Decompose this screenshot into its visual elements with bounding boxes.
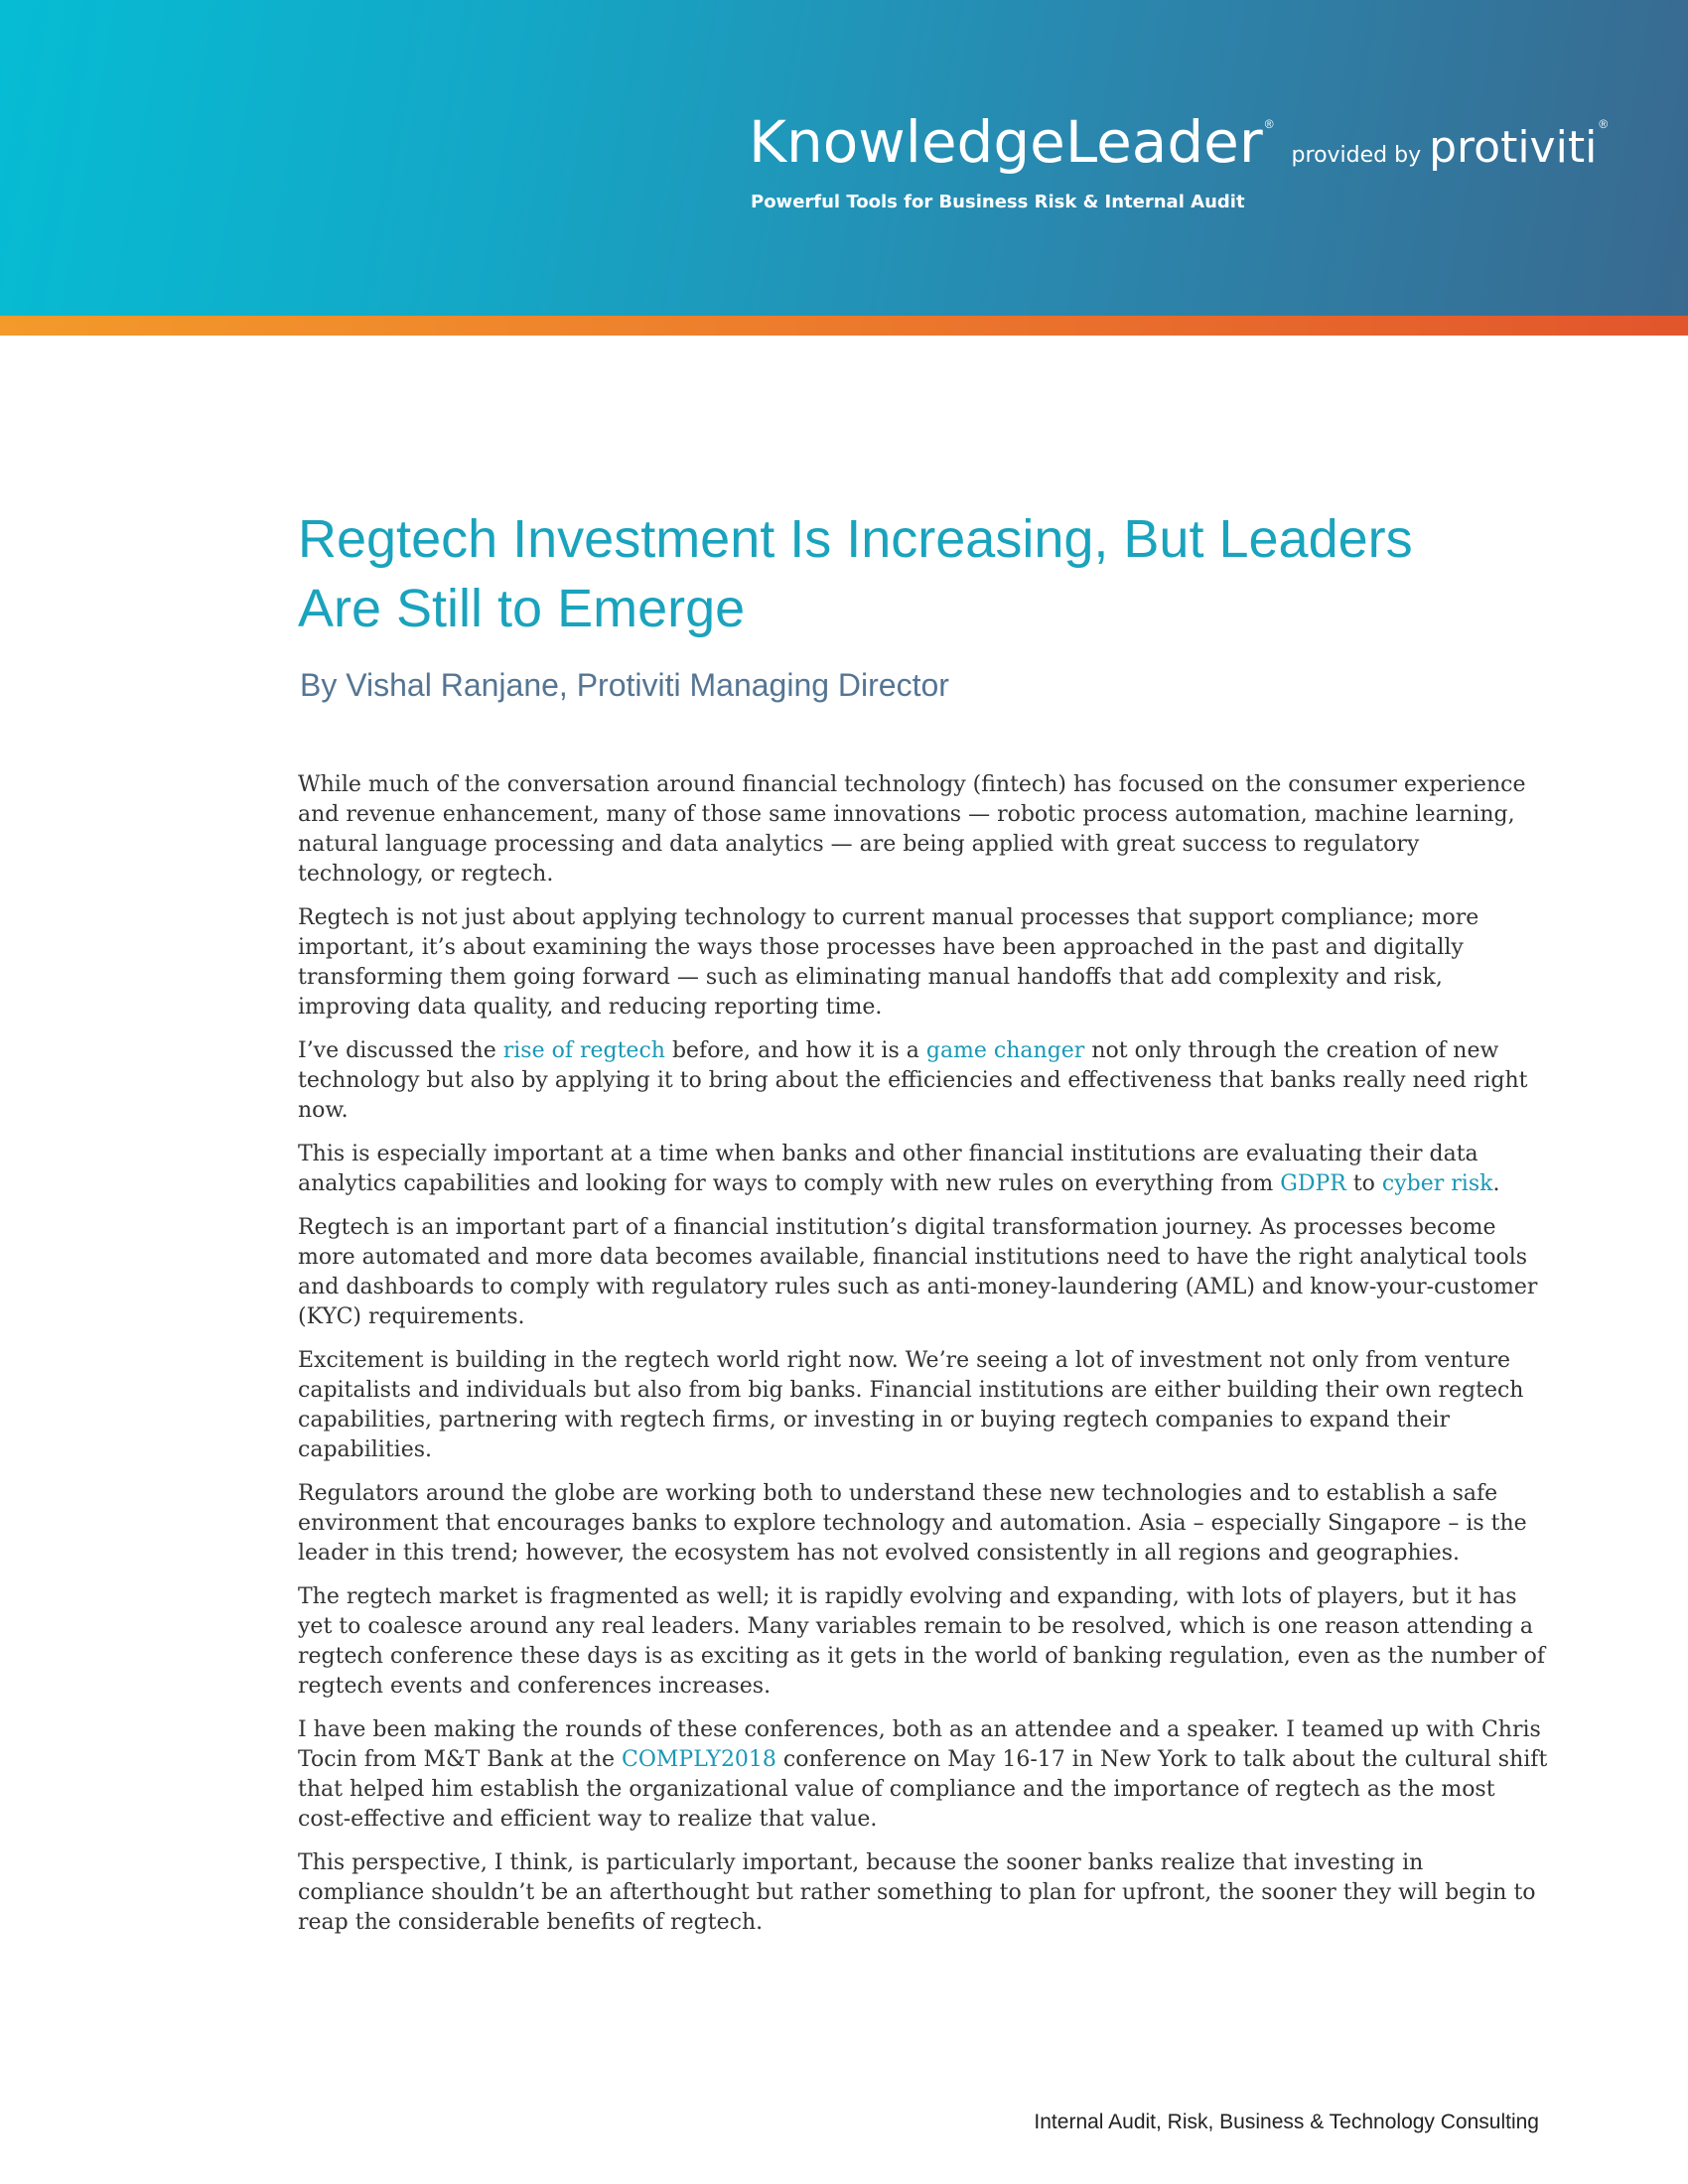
paragraph-text: . <box>1492 1171 1500 1196</box>
footer-text: Internal Audit, Risk, Business & Technology Consulting <box>1034 2111 1539 2133</box>
paragraph-5: Regtech is an important part of a financial institution’s digital transformation journey. As processes become more automated and more data becomes available, financial institutions need to have the right analytical tools and dashboards to comply with regulatory rules such as anti-money-laundering (AML) and know-your-customer (KYC) requirements. <box>298 1215 1538 1329</box>
article-title: Regtech Investment Is Increasing, But Leaders Are Still to Emerge <box>298 509 1413 638</box>
paragraph-6: Excitement is building in the regtech world right now. We’re seeing a lot of investment not only from venture capitalists and individuals but also from big banks. Financial institutions are either building their own regtech capabilities, partnering with regtech firms, or investing in or buying regtech companies to expand their capabilities. <box>298 1348 1524 1462</box>
paragraph-text: This is especially important at a time when banks and other financial institutions are evaluating their data analytics capabilities and looking for ways to comply with new rules on everything from <box>298 1142 1478 1196</box>
link-comply2018[interactable]: COMPLY2018 <box>622 1747 776 1772</box>
brand-logo <box>749 108 1609 176</box>
paragraph-7: Regulators around the globe are working both to understand these new technologies and to establish a safe environment that encourages banks to explore technology and automation. Asia – especially Singapore – is the leader in this trend; however, the ecosystem has not evolved consistently in all regions and geographies. <box>298 1481 1527 1566</box>
brand-name: KnowledgeLeader <box>749 108 1263 176</box>
paragraph-1: While much of the conversation around financial technology (fintech) has focused on the consumer experience and revenue enhancement, many of those same innovations — robotic process automation, machine learning, natural language processing and data analytics — are being applied with great success to regulatory technology, or regtech. <box>298 772 1526 887</box>
article-body <box>298 770 1551 1952</box>
link-gdpr[interactable]: GDPR <box>1280 1171 1346 1196</box>
paragraph-text: before, and how it is a <box>664 1038 926 1063</box>
paragraph-text: to <box>1345 1171 1382 1196</box>
link-rise-of-regtech[interactable]: rise of regtech <box>502 1038 665 1063</box>
company-name: protiviti <box>1429 122 1598 173</box>
header-banner <box>0 0 1688 316</box>
registered-mark: ® <box>1264 117 1274 131</box>
paragraph-text: I’ve discussed the <box>298 1038 503 1063</box>
byline: By Vishal Ranjane, Protiviti Managing Director <box>300 667 949 703</box>
link-game-changer[interactable]: game changer <box>925 1038 1085 1063</box>
paragraph-10: This perspective, I think, is particularly important, because the sooner banks realize that investing in compliance shouldn’t be an afterthought but rather something to plan for upfront, the sooner they will begin to reap the considerable benefits of regtech. <box>298 1850 1536 1935</box>
paragraph-8: The regtech market is fragmented as well; it is rapidly evolving and expanding, with lots of players, but it has yet to coalesce around any real leaders. Many variables remain to be resolved, which is one reason attending a regtech conference these days is as exciting as it gets in the world of banking regulation, even as the number of regtech events and conferences increases. <box>298 1584 1546 1699</box>
tagline: Powerful Tools for Business Risk & Internal Audit <box>751 192 1245 212</box>
paragraph-9 <box>298 1715 1551 1835</box>
paragraph-text: I have been making the rounds of these conferences, both as an attendee and a speaker. I teamed up with Chris Tocin from M&T Bank at the <box>298 1717 1541 1772</box>
link-cyber-risk[interactable]: cyber risk <box>1381 1171 1493 1196</box>
paragraph-text: not only through the creation of new technology but also by applying it to bring about the efficiencies and effectiveness that banks really need right now. <box>298 1038 1528 1123</box>
provided-by-text: provided by <box>1291 143 1422 168</box>
paragraph-4 <box>298 1140 1551 1199</box>
accent-bar <box>0 316 1688 336</box>
company-registered-mark: ® <box>1599 117 1609 131</box>
paragraph-2: Regtech is not just about applying technology to current manual processes that support compliance; more important, it’s about examining the ways those processes have been approached in the past and digitally transforming them going forward — such as eliminating manual handoffs that add complexity and risk, improving data quality, and reducing reporting time. <box>298 905 1479 1020</box>
paragraph-3 <box>298 1036 1551 1126</box>
paragraph-text: conference on May 16-17 in New York to talk about the cultural shift that helped him establish the organizational value of compliance and the importance of regtech as the most cost-effective and efficient way to realize that value. <box>298 1747 1548 1832</box>
